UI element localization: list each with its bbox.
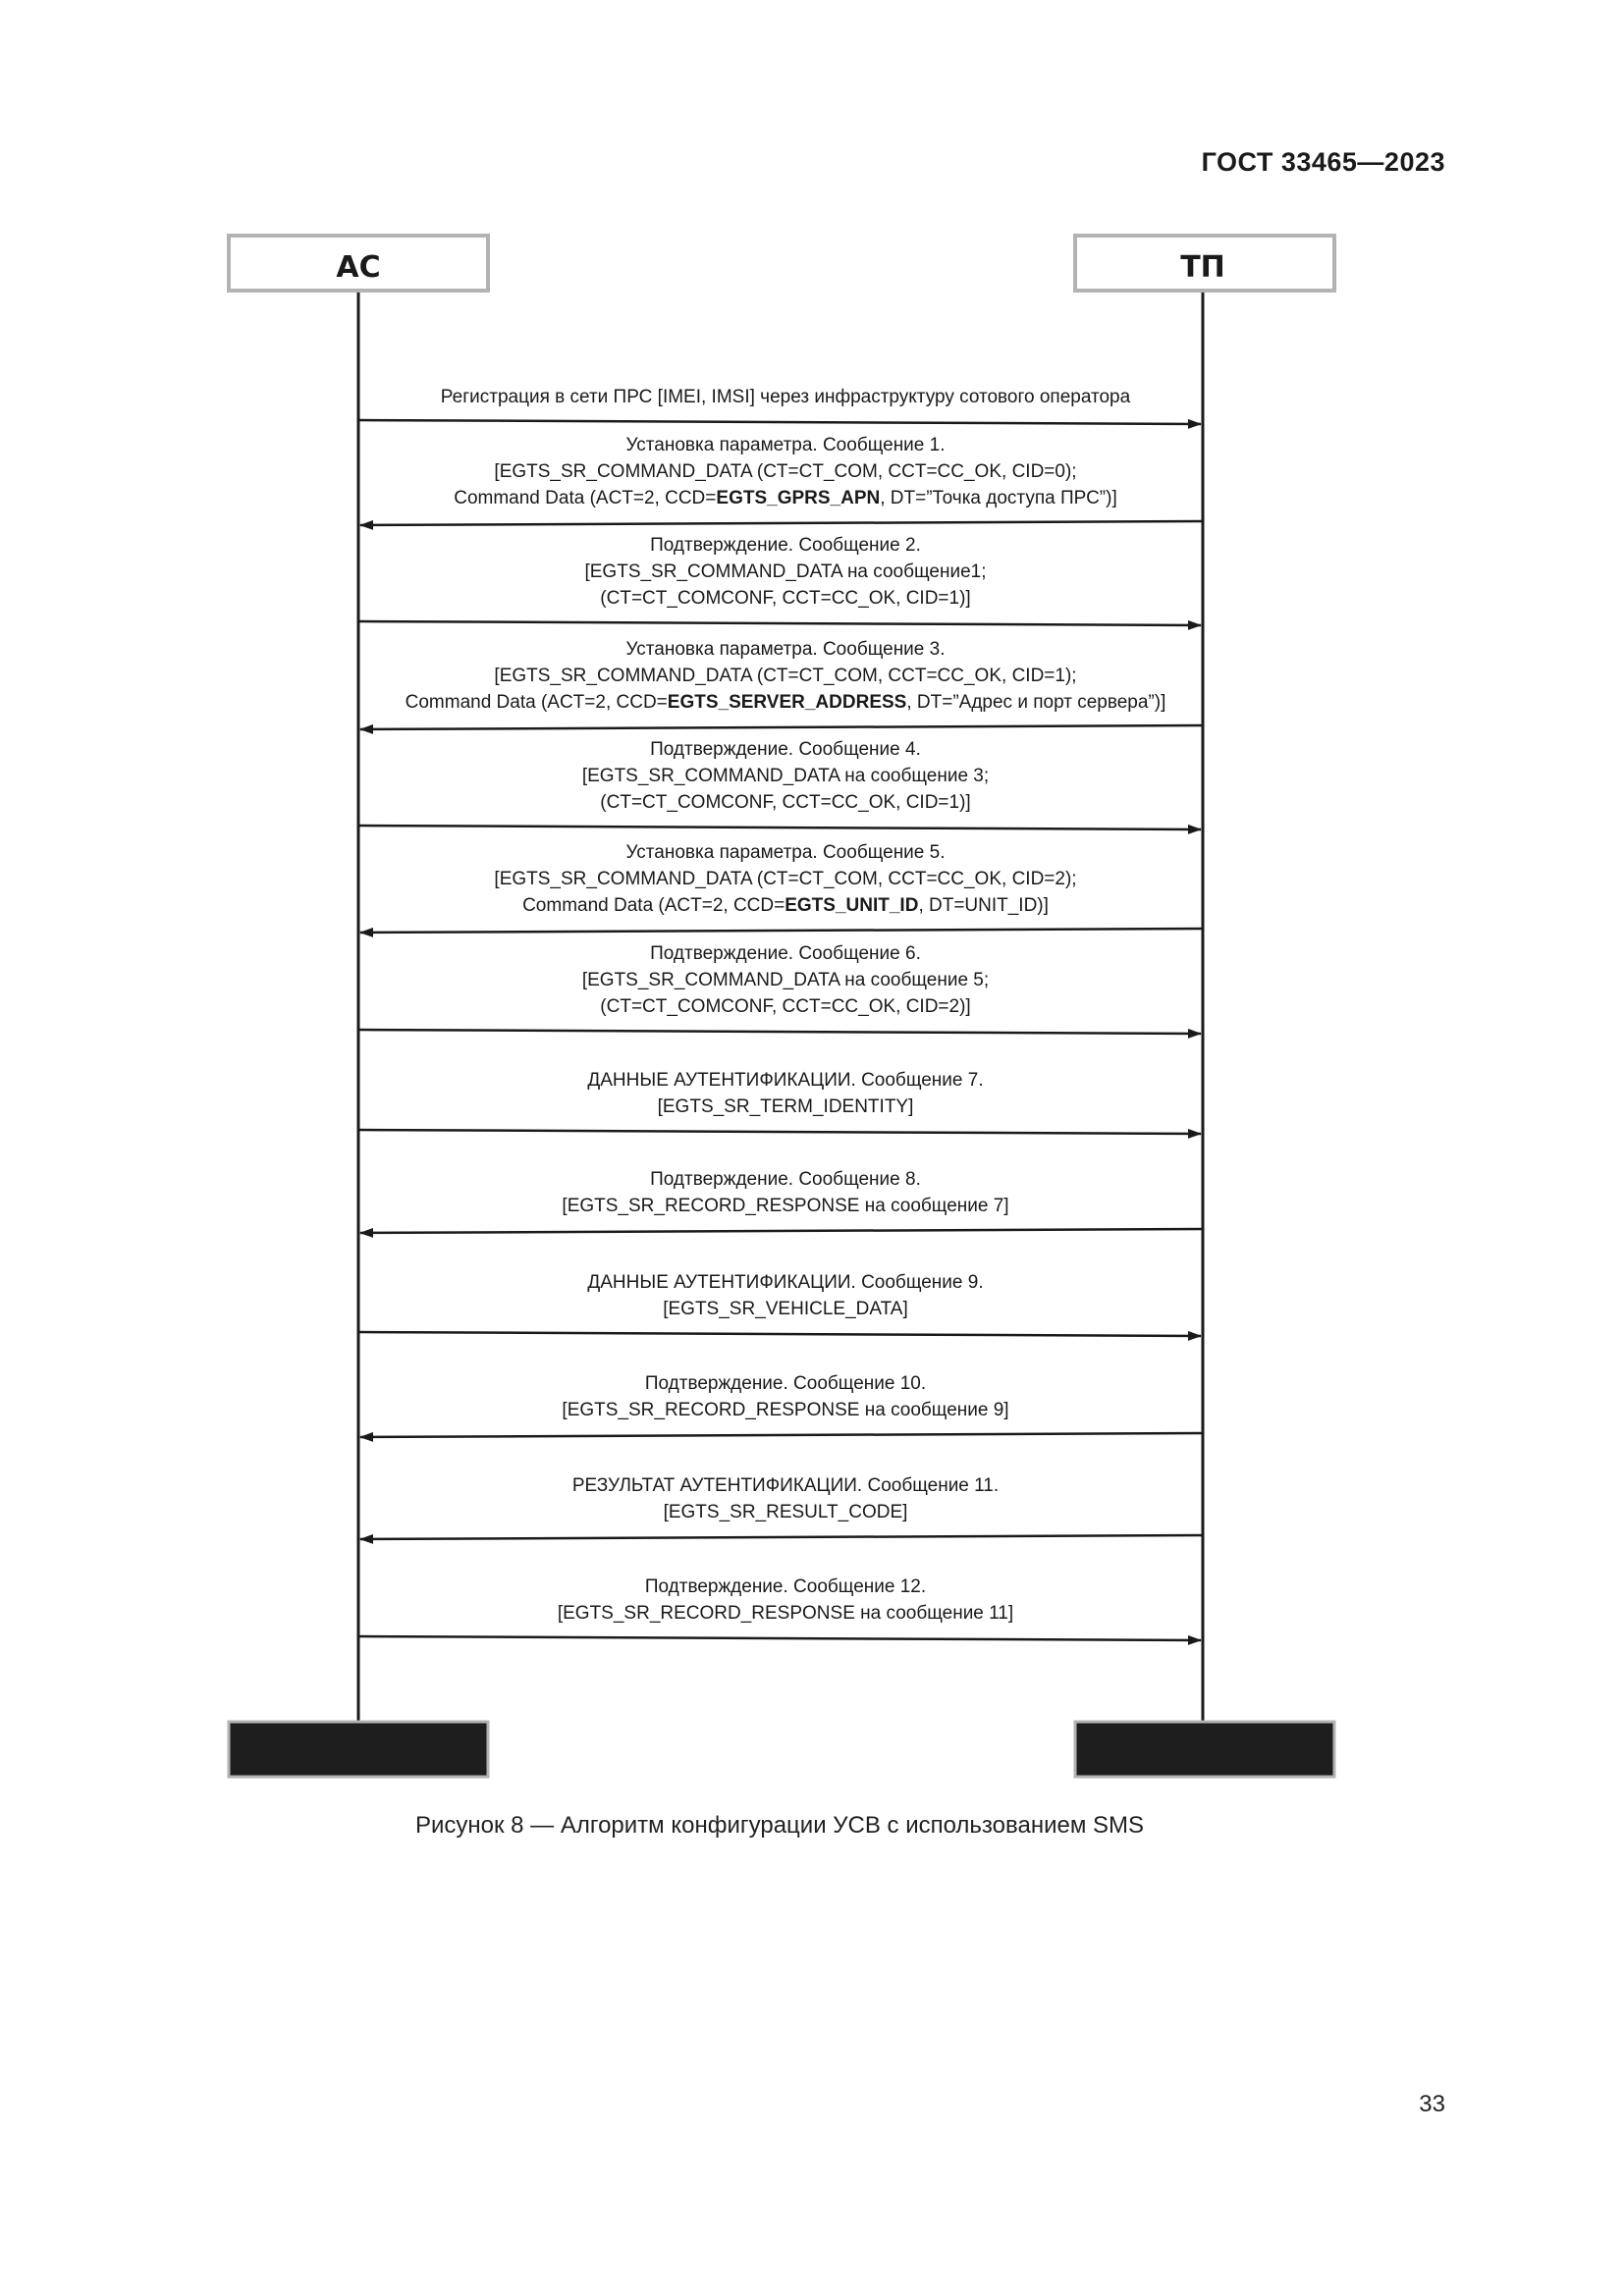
message-8-line-2-segment-1: [EGTS_SR_TERM_IDENTITY] xyxy=(657,1096,914,1117)
message-8-line-1-segment-1: ДАННЫЕ АУТЕНТИФИКАЦИИ. Сообщение 7. xyxy=(587,1070,984,1091)
message-2-line-3-segment-3: , DT=”Точка доступа ПРС”)] xyxy=(880,488,1117,508)
message-1-line-1 xyxy=(441,387,1131,407)
message-12-line-2 xyxy=(664,1502,908,1522)
message-10-line-2-segment-1: [EGTS_SR_VEHICLE_DATA] xyxy=(663,1299,908,1319)
message-3-line-3 xyxy=(600,588,970,609)
message-9-line-1-segment-1: Подтверждение. Сообщение 8. xyxy=(650,1169,921,1190)
actor-right-top xyxy=(1075,236,1334,291)
message-10-line-1 xyxy=(587,1272,983,1293)
message-3-line-2 xyxy=(584,561,986,582)
message-3-line-3-segment-1: (CT=CT_COMCONF, CCT=CC_OK, CID=1)] xyxy=(600,588,971,609)
message-3-line-1 xyxy=(650,535,921,556)
message-1-line-1-segment-1: Регистрация в сети ПРС [IMEI, IMSI] через инфраструктуру сотового оператора xyxy=(440,387,1131,407)
message-10-line-1-segment-1: ДАННЫЕ АУТЕНТИФИКАЦИИ. Сообщение 9. xyxy=(587,1272,984,1293)
message-13-line-1-segment-1: Подтверждение. Сообщение 12. xyxy=(644,1576,927,1597)
message-2-line-3-segment-2: EGTS_GPRS_APN xyxy=(716,488,881,508)
message-4-line-1-segment-1: Установка параметра. Сообщение 3. xyxy=(625,639,946,660)
page-number: 33 xyxy=(1419,2091,1445,2117)
message-6-line-1 xyxy=(626,842,946,863)
message-7-line-2 xyxy=(582,970,989,990)
message-4-line-2-segment-1: [EGTS_SR_COMMAND_DATA (CT=CT_COM, CCT=CC_OK, CID=1); xyxy=(494,666,1077,686)
message-4-line-3 xyxy=(406,692,1166,713)
message-7-line-3-segment-1: (CT=CT_COMCONF, CCT=CC_OK, CID=2)] xyxy=(600,996,971,1017)
message-6-line-2-segment-1: [EGTS_SR_COMMAND_DATA (CT=CT_COM, CCT=CC_OK, CID=2); xyxy=(494,869,1077,889)
message-13-line-1 xyxy=(645,1576,926,1597)
message-2-line-2-segment-1: [EGTS_SR_COMMAND_DATA (CT=CT_COM, CCT=CC_OK, CID=0); xyxy=(494,461,1077,482)
message-2-line-1 xyxy=(626,435,946,455)
message-3-line-2-segment-1: [EGTS_SR_COMMAND_DATA на сообщение1; xyxy=(584,561,987,582)
message-6-line-3-segment-2: EGTS_UNIT_ID xyxy=(785,895,919,916)
actor-left-top xyxy=(229,236,488,291)
document-code: ГОСТ 33465—2023 xyxy=(1201,147,1445,177)
message-12-line-2-segment-1: [EGTS_SR_RESULT_CODE] xyxy=(663,1502,908,1522)
message-2-arrow xyxy=(360,521,1203,525)
message-2-line-3-segment-1: Command Data (ACT=2, CCD= xyxy=(454,488,717,508)
message-11-line-2 xyxy=(562,1400,1008,1420)
message-9-arrow xyxy=(360,1229,1203,1233)
message-5-line-3-segment-1: (CT=CT_COMCONF, CCT=CC_OK, CID=1)] xyxy=(600,792,971,813)
message-9-line-2-segment-1: [EGTS_SR_RECORD_RESPONSE на сообщение 7] xyxy=(562,1196,1009,1216)
message-13-line-2-segment-1: [EGTS_SR_RECORD_RESPONSE на сообщение 11] xyxy=(557,1603,1014,1624)
actor-right-bottom xyxy=(1075,1722,1334,1777)
message-4-line-3-segment-2: EGTS_SERVER_ADDRESS xyxy=(667,692,907,713)
message-2-line-2 xyxy=(494,461,1076,482)
message-5-line-2 xyxy=(582,766,989,786)
message-13-arrow xyxy=(358,1636,1201,1640)
message-4-line-2 xyxy=(494,666,1076,686)
message-6-line-3-segment-1: Command Data (ACT=2, CCD= xyxy=(522,895,785,916)
message-9-line-2 xyxy=(562,1196,1008,1216)
message-8-line-1 xyxy=(587,1070,983,1091)
message-4-line-3-segment-3: , DT=”Адрес и порт сервера”)] xyxy=(906,692,1166,713)
message-11-line-2-segment-1: [EGTS_SR_RECORD_RESPONSE на сообщение 9] xyxy=(562,1400,1009,1420)
message-4-line-1 xyxy=(626,639,946,660)
message-5-line-2-segment-1: [EGTS_SR_COMMAND_DATA на сообщение 3; xyxy=(581,766,990,786)
message-12-arrow xyxy=(360,1535,1203,1539)
message-13-line-2 xyxy=(558,1603,1013,1624)
message-11-line-1-segment-1: Подтверждение. Сообщение 10. xyxy=(644,1373,927,1394)
actor-right-label: ТП xyxy=(1180,250,1225,285)
message-1-arrow xyxy=(358,420,1201,424)
actor-left-label: АС xyxy=(336,250,381,285)
message-4-line-3-segment-1: Command Data (ACT=2, CCD= xyxy=(405,692,668,713)
message-6-line-2 xyxy=(494,869,1076,889)
message-5-line-1-segment-1: Подтверждение. Сообщение 4. xyxy=(650,739,921,760)
message-7-line-2-segment-1: [EGTS_SR_COMMAND_DATA на сообщение 5; xyxy=(581,970,990,990)
message-7-line-1 xyxy=(650,943,921,964)
message-list xyxy=(358,387,1203,1640)
message-5-line-1 xyxy=(650,739,921,760)
message-7-line-3 xyxy=(600,996,970,1017)
message-6-line-1-segment-1: Установка параметра. Сообщение 5. xyxy=(625,842,946,863)
message-6-line-3-segment-3: , DT=UNIT_ID)] xyxy=(918,895,1049,916)
message-4-arrow xyxy=(360,725,1203,729)
message-5-arrow xyxy=(358,826,1201,829)
message-11-arrow xyxy=(360,1433,1203,1437)
message-7-arrow xyxy=(358,1030,1201,1034)
message-2-line-3 xyxy=(454,488,1117,508)
message-10-arrow xyxy=(358,1332,1201,1336)
message-12-line-1 xyxy=(572,1475,999,1496)
message-8-line-2 xyxy=(658,1096,914,1117)
message-3-arrow xyxy=(358,621,1201,625)
message-9-line-1 xyxy=(650,1169,921,1190)
message-2-line-1-segment-1: Установка параметра. Сообщение 1. xyxy=(625,435,946,455)
message-5-line-3 xyxy=(600,792,970,813)
message-11-line-1 xyxy=(645,1373,926,1394)
message-6-line-3 xyxy=(522,895,1049,916)
message-3-line-1-segment-1: Подтверждение. Сообщение 2. xyxy=(650,535,921,556)
message-6-arrow xyxy=(360,929,1203,933)
message-7-line-1-segment-1: Подтверждение. Сообщение 6. xyxy=(650,943,921,964)
message-8-arrow xyxy=(358,1130,1201,1134)
actor-left-bottom xyxy=(229,1722,488,1777)
message-10-line-2 xyxy=(663,1299,908,1319)
figure-caption: Рисунок 8 — Алгоритм конфигурации УСВ с использованием SMS xyxy=(414,1812,1145,1839)
message-12-line-1-segment-1: РЕЗУЛЬТАТ АУТЕНТИФИКАЦИИ. Сообщение 11. xyxy=(571,1475,1000,1496)
